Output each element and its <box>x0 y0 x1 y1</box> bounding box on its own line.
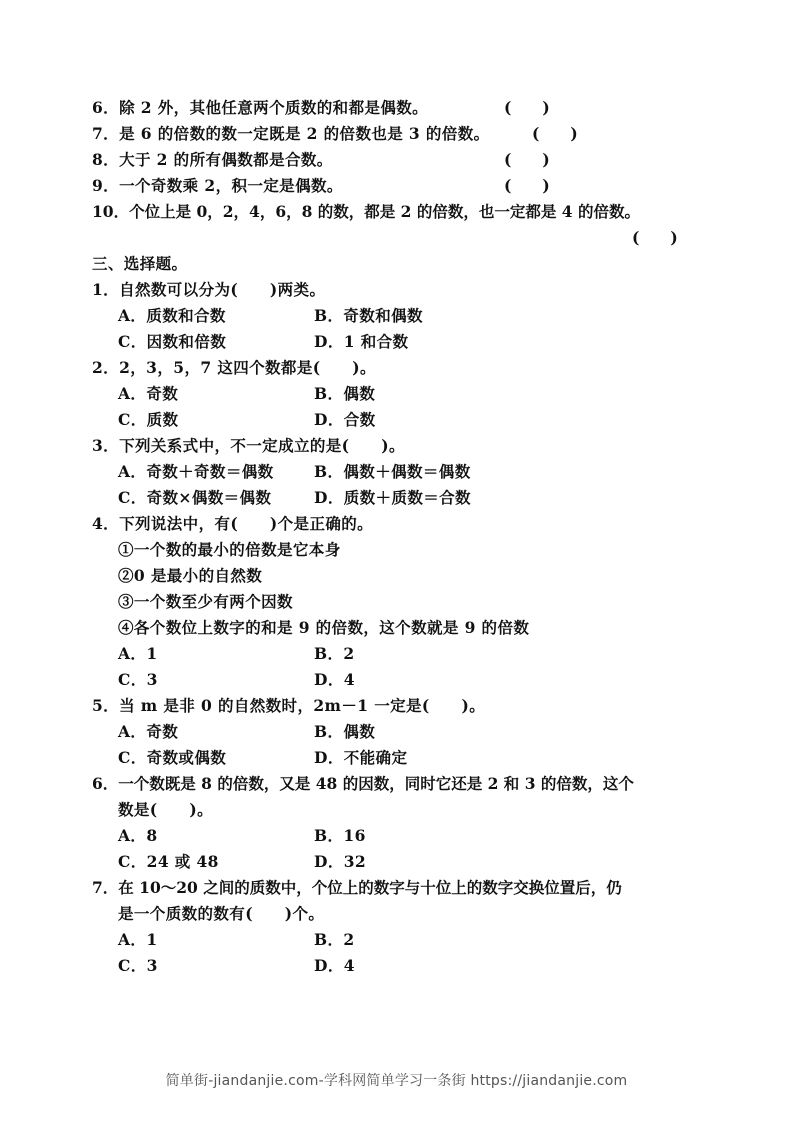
judge-item-9: 9．一个奇数乘 2，积一定是偶数。 <box>92 176 343 195</box>
judge-item-6: 6．除 2 外，其他任意两个质数的和都是偶数。 <box>92 98 429 117</box>
question-2-option-c: C．质数 <box>118 410 179 429</box>
question-7-option-d: D．4 <box>314 956 355 975</box>
question-7-stem-line-2: 是一个质数的数有( )个。 <box>118 904 325 923</box>
answer-paren-9: ( ) <box>504 176 550 195</box>
question-3-option-b: B．偶数＋偶数＝偶数 <box>314 462 471 481</box>
question-4-option-b: B．2 <box>314 644 355 663</box>
question-7-option-c: C．3 <box>118 956 158 975</box>
question-5-option-a: A．奇数 <box>118 722 179 741</box>
question-5-stem: 5．当 m 是非 0 的自然数时，2m－1 一定是( )。 <box>92 696 486 715</box>
question-4-statement-4: ④各个数位上数字的和是 9 的倍数，这个数就是 9 的倍数 <box>118 618 530 637</box>
question-4-statement-1: ①一个数的最小的倍数是它本身 <box>118 540 341 559</box>
section-title: 三、选择题。 <box>92 254 188 273</box>
question-6-stem-line-2: 数是( )。 <box>118 800 213 819</box>
question-6-option-c: C．24 或 48 <box>118 852 219 871</box>
question-7-option-a: A．1 <box>118 930 158 949</box>
judge-item-8: 8．大于 2 的所有偶数都是合数。 <box>92 150 333 169</box>
judge-item-7: 7．是 6 的倍数的数一定既是 2 的倍数也是 3 的倍数。 <box>92 124 490 143</box>
question-1-option-d: D．1 和合数 <box>314 332 409 351</box>
question-7-stem-line-1: 7．在 10～20 之间的质数中，个位上的数字与十位上的数字交换位置后，仍 <box>92 878 622 897</box>
question-6-option-d: D．32 <box>314 852 367 871</box>
answer-paren-8: ( ) <box>504 150 550 169</box>
answer-paren-10: ( ) <box>632 228 678 247</box>
question-1-stem: 1．自然数可以分为( )两类。 <box>92 280 326 299</box>
question-4-stem: 4．下列说法中，有( )个是正确的。 <box>92 514 374 533</box>
question-5-option-d: D．不能确定 <box>314 748 408 767</box>
question-6-option-a: A．8 <box>118 826 158 845</box>
question-4-option-c: C．3 <box>118 670 158 689</box>
question-4-option-a: A．1 <box>118 644 158 663</box>
question-3-stem: 3．下列关系式中，不一定成立的是( )。 <box>92 436 405 455</box>
question-1-option-a: A．质数和合数 <box>118 306 226 325</box>
question-2-option-b: B．偶数 <box>314 384 376 403</box>
question-4-option-d: D．4 <box>314 670 355 689</box>
question-2-stem: 2．2，3，5，7 这四个数都是( )。 <box>92 358 376 377</box>
question-3-option-a: A．奇数＋奇数＝偶数 <box>118 462 274 481</box>
question-3-option-d: D．质数＋质数＝合数 <box>314 488 471 507</box>
question-2-option-d: D．合数 <box>314 410 376 429</box>
question-2-option-a: A．奇数 <box>118 384 179 403</box>
question-1-option-c: C．因数和倍数 <box>118 332 227 351</box>
question-5-option-b: B．偶数 <box>314 722 376 741</box>
question-5-option-c: C．奇数或偶数 <box>118 748 227 767</box>
question-4-statement-3: ③一个数至少有两个因数 <box>118 592 293 611</box>
question-7-option-b: B．2 <box>314 930 355 949</box>
footer-watermark: 简单街-jiandanjie.com-学科网简单学习一条街 https://jiandanjie.com <box>165 1073 628 1089</box>
answer-paren-6: ( ) <box>504 98 550 117</box>
question-3-option-c: C．奇数×偶数＝偶数 <box>118 488 272 507</box>
judge-item-10: 10．个位上是 0，2，4，6，8 的数，都是 2 的倍数，也一定都是 4 的倍数。 <box>92 202 640 221</box>
question-4-statement-2: ②0 是最小的自然数 <box>118 566 263 585</box>
answer-paren-7: ( ) <box>532 124 578 143</box>
question-1-option-b: B．奇数和偶数 <box>314 306 423 325</box>
question-6-stem-line-1: 6．一个数既是 8 的倍数，又是 48 的因数，同时它还是 2 和 3 的倍数，这个 <box>92 774 634 793</box>
question-6-option-b: B．16 <box>314 826 366 845</box>
